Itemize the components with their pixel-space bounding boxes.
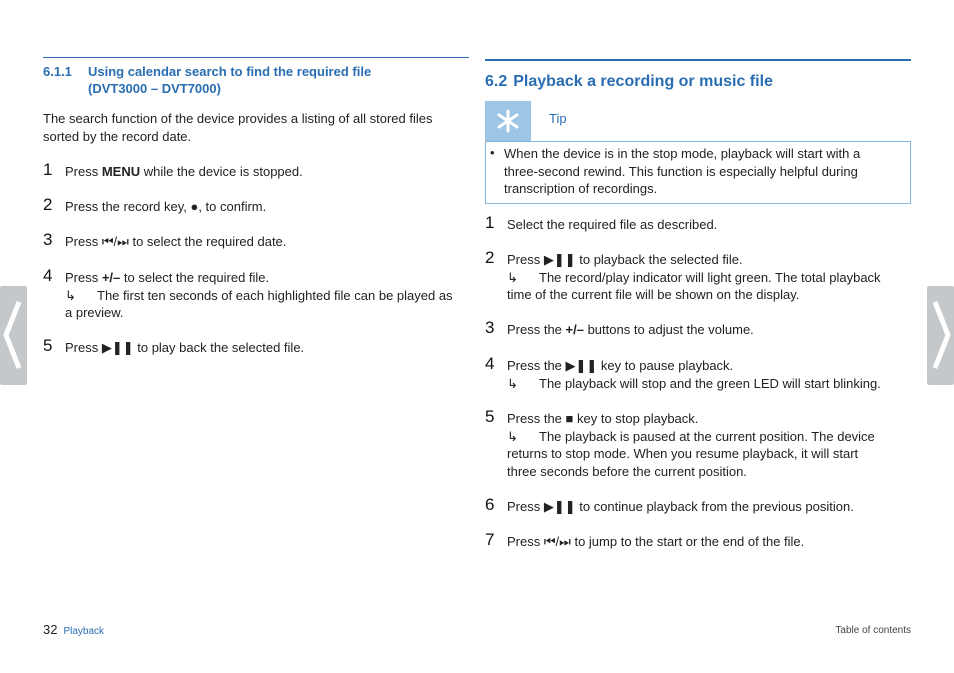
step-text: Press — [65, 164, 102, 179]
step-text: Select the required file as described. — [507, 217, 718, 232]
result-arrow-icon: ↳ — [507, 428, 518, 444]
step-text: Press the record key, ●, to confirm. — [65, 199, 267, 214]
step-text: Press — [65, 270, 102, 285]
result-text: a preview. — [65, 305, 124, 320]
step-text: while the device is stopped. — [140, 164, 303, 179]
right-step-2 — [485, 248, 911, 304]
section-heading-6-2 — [485, 72, 911, 92]
result-text: The record/play indicator will light green. The total playback — [539, 269, 881, 285]
menu-key-label: MENU — [101, 164, 141, 179]
step-number: 3 — [43, 230, 53, 249]
page-footer — [43, 622, 104, 637]
right-header-rule — [485, 59, 911, 61]
result-text: three seconds before the current position. — [507, 463, 747, 479]
result-text: returns to stop mode. When you resume playback, it will start — [507, 446, 859, 461]
step-result — [507, 428, 911, 446]
step-number: 1 — [43, 160, 53, 179]
result-arrow-icon: ↳ — [507, 269, 518, 285]
page-number: 32 — [43, 622, 58, 637]
step-number: 3 — [485, 318, 495, 337]
tip-line: When the device is in the stop mode, playback will start with a — [504, 146, 861, 161]
left-header-rule — [43, 57, 469, 58]
step-number: 5 — [43, 336, 53, 355]
section-title-line2: (DVT3000 – DVT7000) — [88, 81, 221, 96]
step-text: Press ⏮/⏭ to select the required date. — [65, 234, 287, 249]
right-step-4 — [485, 354, 911, 392]
section-heading-6-1-1 — [43, 63, 469, 97]
result-text: time of the current file will be shown on the display. — [507, 287, 800, 302]
step-text: Press ▶❚❚ to continue playback from the previous position. — [507, 499, 854, 514]
chevron-left-icon — [0, 286, 27, 385]
result-text: The first ten seconds of each highlighted file can be played as — [97, 287, 453, 303]
step-text: Press the ▶❚❚ key to pause playback. — [507, 358, 734, 373]
chevron-right-icon — [927, 286, 954, 385]
result-text: The playback is paused at the current position. The device — [539, 428, 875, 444]
right-step-1 — [485, 213, 911, 234]
footer-section-link[interactable]: Playback — [63, 626, 105, 637]
tip-line: three-second rewind. This function is especially helpful during — [504, 163, 858, 179]
tip-text — [504, 145, 902, 198]
table-of-contents-link[interactable]: Table of contents — [835, 625, 911, 636]
step-number: 4 — [43, 266, 53, 285]
section-number: 6.2 — [485, 73, 508, 90]
result-arrow-icon: ↳ — [507, 375, 518, 391]
step-text: buttons to adjust the volume. — [583, 322, 754, 337]
step-number: 2 — [485, 248, 495, 267]
plus-minus-key-label: +/– — [101, 270, 121, 285]
step-text: Press ▶❚❚ to playback the selected file. — [507, 252, 743, 267]
right-step-6 — [485, 495, 911, 516]
step-result — [507, 375, 911, 393]
step-result — [507, 269, 911, 287]
intro-line: The search function of the device provides a listing of all stored files — [43, 111, 433, 126]
section-title: Playback a recording or music file — [513, 73, 773, 90]
intro-line: sorted by the record date. — [43, 129, 192, 144]
step-result — [65, 287, 469, 305]
step-number: 1 — [485, 213, 495, 232]
step-number: 7 — [485, 530, 495, 549]
left-step-3 — [43, 230, 469, 251]
step-text: Press the — [507, 322, 566, 337]
tip-label: Tip — [549, 111, 567, 126]
step-text: to select the required file. — [120, 270, 270, 285]
left-step-1 — [43, 160, 469, 181]
section-title-line1: Using calendar search to find the required file — [88, 64, 372, 79]
step-number: 6 — [485, 495, 495, 514]
step-text: Press the ■ key to stop playback. — [507, 411, 699, 426]
tip-line: transcription of recordings. — [504, 181, 658, 196]
plus-minus-key-label: +/– — [565, 322, 584, 337]
step-number: 4 — [485, 354, 495, 373]
step-number: 2 — [43, 195, 53, 214]
left-step-2 — [43, 195, 469, 216]
left-step-4 — [43, 266, 469, 322]
next-page-tab[interactable] — [927, 286, 954, 385]
right-step-7 — [485, 530, 911, 551]
step-number: 5 — [485, 407, 495, 426]
right-step-3 — [485, 318, 911, 339]
step-text: Press ▶❚❚ to play back the selected file. — [65, 340, 305, 355]
left-step-5 — [43, 336, 469, 357]
section-number: 6.1.1 — [43, 64, 72, 79]
tip-icon — [485, 101, 531, 141]
previous-page-tab[interactable] — [0, 286, 27, 385]
intro-paragraph — [43, 110, 469, 146]
step-text: Press ⏮/⏭ to jump to the start or the end of the file. — [507, 534, 805, 549]
result-arrow-icon: ↳ — [65, 287, 76, 303]
result-text: The playback will stop and the green LED will start blinking. — [539, 375, 881, 391]
tip-box — [485, 141, 911, 204]
tip-bullet: • — [490, 145, 495, 160]
right-step-5 — [485, 407, 911, 480]
